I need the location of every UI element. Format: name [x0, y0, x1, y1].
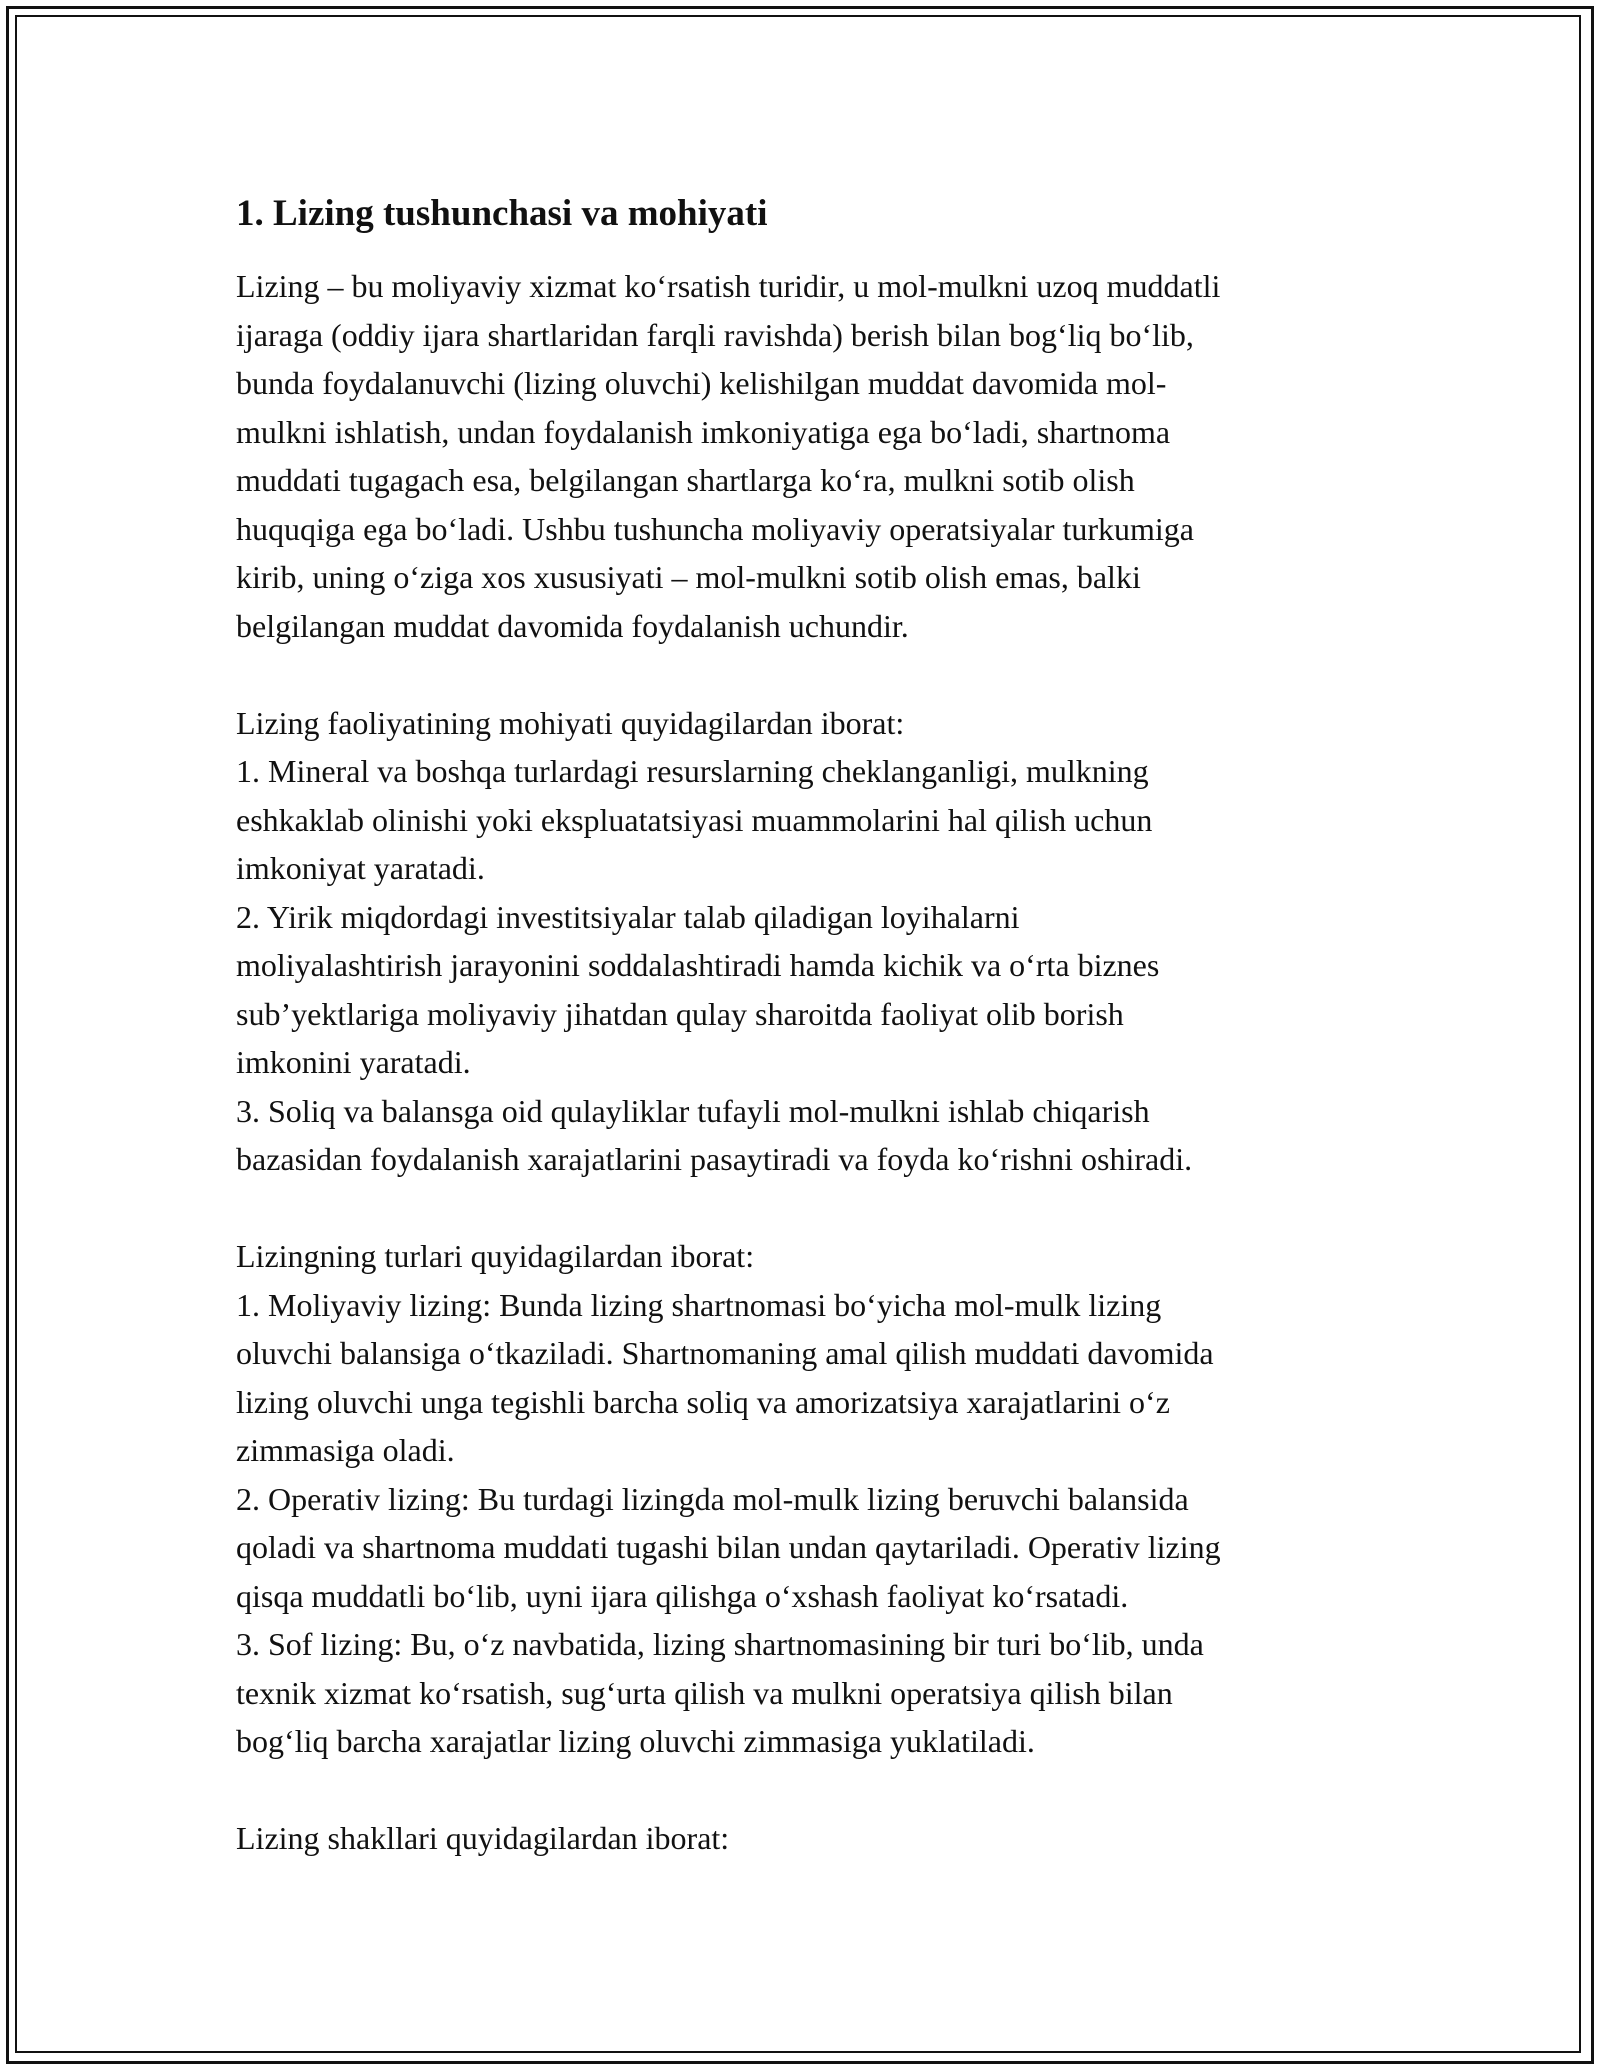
list-item-line: moliyalashtirish jarayonini soddalashtiradi hamda kichik va oʻrta biznes: [236, 947, 1160, 983]
essence-section: [236, 699, 1376, 1184]
paragraph-line: huquqiga ega boʻladi. Ushbu tushuncha moliyaviy operatsiyalar turkumiga: [236, 510, 1194, 547]
list-item-line: 1. Mineral va boshqa turlardagi resurslarning cheklanganligi, mulkning: [236, 753, 1149, 789]
list-item-line: lizing oluvchi unga tegishli barcha soliq va amorizatsiya xarajatlarini oʻz: [236, 1383, 1170, 1420]
paragraph-line: ijaraga (oddiy ijara shartlaridan farqli ravishda) berish bilan bogʻliq boʻlib,: [236, 316, 1194, 353]
list-item-line: bogʻliq barcha xarajatlar lizing oluvchi zimmasiga yuklatiladi.: [236, 1723, 1035, 1759]
list-item-line: imkonini yaratadi.: [236, 1044, 471, 1080]
list-item-line: 1. Moliyaviy lizing: Bunda lizing shartnomasi boʻyicha mol-mulk lizing: [236, 1286, 1162, 1323]
list-item-line: 2. Operativ lizing: Bu turdagi lizingda mol-mulk lizing beruvchi balansida: [236, 1480, 1189, 1517]
paragraph-line: Lizing – bu moliyaviy xizmat koʻrsatish turidir, u mol-mulkni uzoq muddatli: [236, 268, 1221, 304]
section-title: 1. Lizing tushunchasi va mohiyati: [236, 193, 768, 234]
list-item-line: 3. Soliq va balansga oid qulayliklar tufayli mol-mulkni ishlab chiqarish: [236, 1092, 1150, 1129]
intro-paragraph: [236, 262, 1376, 650]
list-item-line: qoladi va shartnoma muddati tugashi bilan undan qaytariladi. Operativ lizing: [236, 1529, 1221, 1565]
paragraph-gap: [236, 1184, 1376, 1233]
list-item-line: texnik xizmat koʻrsatish, sugʻurta qilish va mulkni operatsiya qilish bilan: [236, 1674, 1173, 1711]
list-item-line: 2. Yirik miqdordagi investitsiyalar talab qiladigan loyihalarni: [236, 898, 1020, 935]
forms-heading: Lizing shakllari quyidagilardan iborat:: [236, 1820, 730, 1856]
forms-section: [236, 1814, 1376, 1863]
paragraph-line: bunda foydalanuvchi (lizing oluvchi) kelishilgan muddat davomida mol-: [236, 365, 1167, 401]
paragraph-gap: [236, 650, 1376, 699]
paragraph-line: kirib, uning oʻziga xos xususiyati – mol-mulkni sotib olish emas, balki: [236, 559, 1141, 595]
types-heading: Lizingning turlari quyidagilardan iborat:: [236, 1238, 755, 1274]
paragraph-line: muddati tugagach esa, belgilangan shartlarga koʻra, mulkni sotib olish: [236, 462, 1135, 498]
list-item-line: bazasidan foydalanish xarajatlarini pasaytiradi va foyda koʻrishni oshiradi.: [236, 1141, 1193, 1177]
list-item-line: 3. Sof lizing: Bu, oʻz navbatida, lizing shartnomasining bir turi boʻlib, unda: [236, 1626, 1204, 1662]
types-section: [236, 1232, 1376, 1766]
list-item-line: zimmasiga oladi.: [236, 1432, 455, 1468]
list-item-line: imkoniyat yaratadi.: [236, 850, 485, 886]
list-item-line: qisqa muddatli boʻlib, uyni ijara qilishga oʻxshash faoliyat koʻrsatadi.: [236, 1577, 1129, 1614]
paragraph-line: belgilangan muddat davomida foydalanish uchundir.: [236, 607, 909, 644]
list-item-line: subʼyektlariga moliyaviy jihatdan qulay sharoitda faoliyat olib borish: [236, 995, 1124, 1032]
document-body: [236, 188, 1376, 1863]
paragraph-line: mulkni ishlatish, undan foydalanish imkoniyatiga ega boʻladi, shartnoma: [236, 413, 1171, 450]
essence-heading: Lizing faoliyatining mohiyati quyidagilardan iborat:: [236, 704, 905, 741]
list-item-line: eshkaklab olinishi yoki ekspluatatsiyasi muammolarini hal qilish uchun: [236, 801, 1153, 838]
paragraph-gap: [236, 1766, 1376, 1815]
list-item-line: oluvchi balansiga oʻtkaziladi. Shartnomaning amal qilish muddati davomida: [236, 1335, 1214, 1371]
